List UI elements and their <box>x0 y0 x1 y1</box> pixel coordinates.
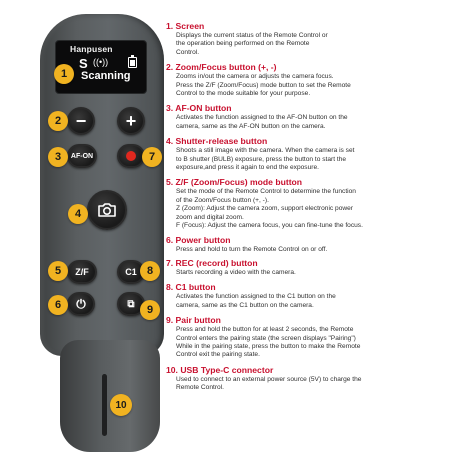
shutter-release-button[interactable] <box>87 190 127 230</box>
feature-title: 2. Zoom/Focus button (+, -) <box>166 62 277 73</box>
callout-9: 9 <box>140 300 160 320</box>
screen-mode-label: S <box>79 56 88 71</box>
power-button[interactable]: ⏻ <box>67 292 95 316</box>
feature-title: 4. Shutter-release button <box>166 136 268 147</box>
feature-body <box>166 32 452 57</box>
feature-title: 6. Power button <box>166 234 231 245</box>
feature-body <box>166 246 452 254</box>
feature-line: Control exit the pairing state. <box>176 351 260 359</box>
feature-line: F (Focus): Adjust the camera focus, you can fine-tune the focus. <box>176 222 363 230</box>
callout-10: 10 <box>110 394 132 416</box>
pair-button[interactable]: ⧉ <box>117 292 145 316</box>
feature-title: 3. AF-ON button <box>166 103 232 114</box>
callout-1: 1 <box>54 64 74 84</box>
feature-body <box>166 326 452 360</box>
usb-type-c-port <box>102 374 107 436</box>
feature-line: to B shutter (BULB) exposure, press the button to start the <box>176 155 347 163</box>
feature-body <box>166 293 452 310</box>
zf-mode-button[interactable]: Z/F <box>67 260 97 284</box>
record-icon <box>126 151 136 161</box>
feature-body <box>166 269 452 277</box>
feature-line: camera, same as the AF-ON button on the camera. <box>176 122 326 130</box>
feature-line: Shoots a still image with the camera. When the camera is set <box>176 147 355 155</box>
feature-line: the operation being performed on the Remote <box>176 40 310 48</box>
camera-icon <box>97 202 117 218</box>
feature-line: Press the Z/F (Zoom/Focus) mode button to set the Remote <box>176 81 351 89</box>
feature-title: 5. Z/F (Zoom/Focus) mode button <box>166 177 303 188</box>
rec-button[interactable] <box>117 144 145 168</box>
feature-line: Z (Zoom): Adjust the camera zoom, support electronic power <box>176 205 354 213</box>
feature-body <box>166 114 452 131</box>
feature-item-power <box>166 234 452 254</box>
callout-7: 7 <box>142 147 162 167</box>
feature-item-zoom-focus <box>166 61 452 98</box>
feature-body <box>166 188 452 230</box>
feature-item-pair <box>166 314 452 360</box>
zoom-plus-button[interactable]: + <box>117 107 145 135</box>
feature-item-af-on <box>166 102 452 131</box>
callout-8: 8 <box>140 261 160 281</box>
feature-body <box>166 73 452 98</box>
feature-line: Activates the function assigned to the AF-ON button on the <box>176 114 348 122</box>
callout-5: 5 <box>48 261 68 281</box>
feature-item-usb-c <box>166 364 452 393</box>
wireless-signal-icon: ((•)) <box>93 57 109 67</box>
feature-line: Starts recording a video with the camera. <box>176 268 296 276</box>
feature-body <box>166 147 452 172</box>
feature-item-zf-mode <box>166 176 452 230</box>
zoom-minus-button[interactable]: − <box>67 107 95 135</box>
feature-item-shutter <box>166 135 452 172</box>
battery-icon <box>128 57 137 68</box>
feature-line: camera, same as the C1 button on the camera. <box>176 301 314 309</box>
feature-descriptions <box>166 20 452 393</box>
feature-line: Used to connect to an external power source (5V) to charge the <box>176 375 362 383</box>
af-on-button[interactable]: AF-ON <box>67 144 97 168</box>
feature-item-c1 <box>166 281 452 310</box>
feature-line: Control enters the pairing state (the screen displays "Pairing") <box>176 334 356 342</box>
feature-line: Control to the mode suitable for your purpose. <box>176 90 311 98</box>
screen-status-text: Scanning <box>81 70 131 82</box>
feature-item-screen <box>166 20 452 57</box>
callout-2: 2 <box>48 111 68 131</box>
feature-title: 10. USB Type-C connector <box>166 364 274 375</box>
callout-3: 3 <box>48 147 68 167</box>
feature-line: Displays the current status of the Remote Control or <box>176 32 328 39</box>
feature-line: Press and hold to turn the Remote Control on or off. <box>176 245 328 253</box>
remote-side-view <box>60 340 160 452</box>
feature-line: Zooms in/out the camera or adjusts the camera focus. <box>176 73 334 81</box>
c1-button[interactable]: C1 <box>117 260 145 284</box>
feature-line: Remote Control. <box>176 384 225 392</box>
feature-line: While in the pairing state, press the button to make the Remote <box>176 342 361 350</box>
feature-line: Activates the function assigned to the C1 button on the <box>176 293 336 301</box>
feature-title: 8. C1 button <box>166 282 216 293</box>
feature-title: 1. Screen <box>166 21 205 31</box>
callout-4: 4 <box>68 204 88 224</box>
feature-line: Press and hold the button for at least 2 seconds, the Remote <box>176 326 354 334</box>
feature-line: exposure,and press it again to end the exposure. <box>176 164 319 172</box>
feature-line: Set the mode of the Remote Control to determine the function <box>176 188 356 196</box>
feature-line: of the Zoom/Focus button (+, -). <box>176 196 269 204</box>
callout-6: 6 <box>48 295 68 315</box>
feature-body <box>166 376 452 393</box>
feature-title: 7. REC (record) button <box>166 257 258 268</box>
feature-title: 9. Pair button <box>166 315 221 326</box>
brand-label: Hanpusen <box>70 44 113 54</box>
feature-item-rec <box>166 257 452 277</box>
feature-line: Control. <box>176 48 200 56</box>
feature-line: zoom and digital zoom. <box>176 213 244 221</box>
